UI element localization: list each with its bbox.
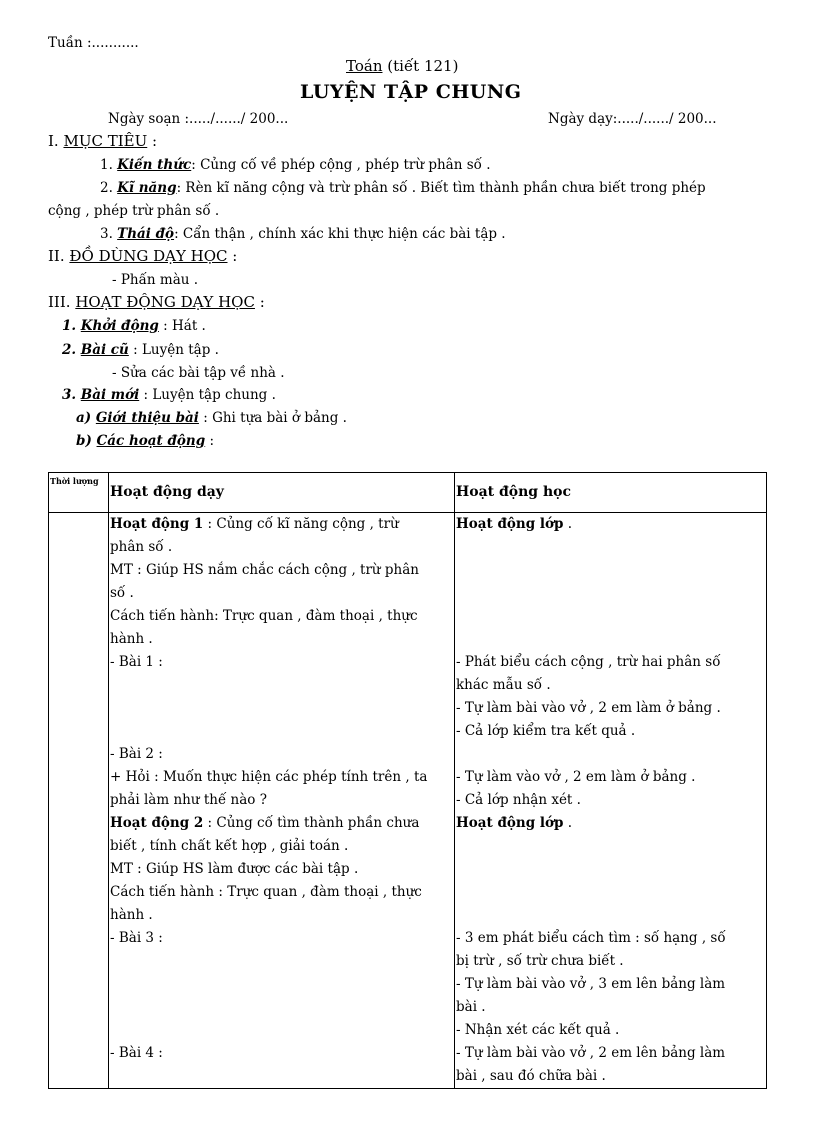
learn-cell — [455, 513, 767, 1089]
cell-line — [110, 904, 453, 927]
section2-title: ĐỒ DÙNG DẠY HỌC — [69, 247, 228, 265]
subject: Toán — [346, 57, 383, 75]
teach-date: Ngày dạy:...../....../ 200... — [548, 111, 717, 127]
cell-line-text: - Tự làm bài vào vở , 3 em lên bảng làm — [456, 976, 726, 992]
cell-line-text: - Bài 2 : — [110, 746, 163, 762]
cell-line — [456, 1042, 765, 1065]
header-teach: Hoạt động dạy — [109, 473, 455, 513]
cell-line — [456, 1065, 765, 1088]
section1-num: I. — [48, 132, 64, 150]
cell-line — [456, 904, 765, 927]
materials-item: - Phấn màu . — [112, 272, 199, 288]
item-label: Kiến thức — [117, 157, 192, 173]
step-warmup — [62, 317, 206, 335]
section1-title: MỤC TIÊU — [63, 132, 148, 150]
cell-line-text: + Hỏi : Muốn thực hiện các phép tính trên , ta — [110, 769, 428, 785]
cell-line — [456, 766, 765, 789]
section3-num: III. — [48, 293, 76, 311]
cell-line — [456, 628, 765, 651]
cell-line — [456, 973, 765, 996]
section2-tail: : — [227, 247, 238, 265]
cell-line — [456, 1019, 765, 1042]
item-text: : Cẩn thận , chính xác khi thực hiện các bài tập . — [174, 226, 506, 242]
prep-date: Ngày soạn :...../....../ 200... — [108, 111, 289, 127]
teach-cell — [109, 513, 455, 1089]
cell-line — [110, 835, 453, 858]
cell-line — [456, 789, 765, 812]
activity-table — [48, 472, 767, 1089]
cell-line-bold: Hoạt động 2 — [110, 815, 204, 831]
item-text: : Rèn kĩ năng cộng và trừ phân số . Biết tìm thành phần chưa biết trong phép — [176, 180, 706, 196]
cell-line — [456, 927, 765, 950]
item-text: : — [205, 433, 214, 449]
cell-line-text: . — [563, 815, 573, 831]
cell-line — [110, 674, 453, 697]
cell-line — [456, 996, 765, 1019]
cell-line — [110, 950, 453, 973]
cell-line-text: Cách tiến hành: Trực quan , đàm thoại , thực — [110, 608, 418, 624]
cell-line-text: bài . — [456, 999, 486, 1015]
cell-line — [456, 881, 765, 904]
item-text: : Ghi tựa bài ở bảng . — [198, 410, 347, 426]
cell-line — [456, 559, 765, 582]
cell-line — [456, 513, 765, 536]
cell-line — [456, 536, 765, 559]
cell-line — [110, 513, 453, 536]
cell-line — [110, 996, 453, 1019]
cell-line — [110, 1019, 453, 1042]
cell-line — [110, 720, 453, 743]
cell-line — [110, 651, 453, 674]
item-num: 3. — [62, 387, 81, 403]
cell-line-text: : Củng cố kĩ năng cộng , trừ — [203, 516, 399, 532]
section3-title: HOẠT ĐỘNG DẠY HỌC — [75, 293, 255, 311]
cell-line-text: - Phát biểu cách cộng , trừ hai phân số — [456, 654, 721, 670]
item-num: a) — [76, 410, 96, 426]
step-activities — [76, 432, 214, 450]
cell-line-text: - Bài 4 : — [110, 1045, 163, 1061]
item-text: : Củng cố về phép cộng , phép trừ phân số . — [191, 157, 491, 173]
cell-line — [456, 743, 765, 766]
item-text: : Luyện tập . — [128, 342, 219, 358]
cell-line — [110, 582, 453, 605]
item-text: - Sửa các bài tập về nhà . — [112, 365, 285, 381]
cell-line-bold: Hoạt động lớp — [456, 815, 564, 831]
cell-line — [110, 536, 453, 559]
item-label: Bài cũ — [80, 342, 129, 358]
cell-line-text: - Bài 3 : — [110, 930, 163, 946]
cell-line-text: - 3 em phát biểu cách tìm : số hạng , số — [456, 930, 726, 946]
cell-line — [110, 628, 453, 651]
cell-line — [110, 605, 453, 628]
cell-line-text: Cách tiến hành : Trực quan , đàm thoại , thực — [110, 884, 422, 900]
cell-line-bold: Hoạt động 1 — [110, 516, 204, 532]
section1-heading — [48, 132, 157, 150]
cell-line — [110, 858, 453, 881]
section2-heading — [48, 247, 237, 265]
cell-line-text: phân số . — [110, 539, 173, 555]
cell-line — [110, 812, 453, 835]
section3-tail: : — [254, 293, 265, 311]
section1-tail: : — [147, 132, 158, 150]
cell-line-text: - Cả lớp nhận xét . — [456, 792, 581, 808]
cell-line-text: - Tự làm vào vở , 2 em làm ở bảng . — [456, 769, 696, 785]
cell-line — [110, 743, 453, 766]
item-num: 1. — [62, 318, 81, 334]
cell-line-bold: Hoạt động lớp — [456, 516, 564, 532]
table-row — [49, 513, 767, 1089]
cell-line — [110, 1042, 453, 1065]
objective-skill-cont — [48, 202, 219, 220]
lesson-number: (tiết 121) — [387, 57, 459, 75]
cell-line-text: : Củng cố tìm thành phần chưa — [203, 815, 420, 831]
item-text: : Luyện tập chung . — [139, 387, 276, 403]
time-cell — [49, 513, 109, 1089]
cell-line-text: - Nhận xét các kết quả . — [456, 1022, 620, 1038]
cell-line — [110, 789, 453, 812]
cell-line-text: - Tự làm bài vào vở , 2 em lên bảng làm — [456, 1045, 726, 1061]
cell-line — [456, 720, 765, 743]
cell-line — [456, 858, 765, 881]
cell-line-text: bài , sau đó chữa bài . — [456, 1068, 606, 1084]
cell-line — [456, 950, 765, 973]
step-intro — [76, 409, 347, 427]
objective-knowledge — [100, 156, 490, 174]
item-label: Bài mới — [80, 387, 140, 403]
cell-line — [110, 973, 453, 996]
cell-line — [110, 881, 453, 904]
lesson-subject — [346, 57, 458, 75]
cell-line-text: - Cả lớp kiểm tra kết quả . — [456, 723, 636, 739]
item-label: Giới thiệu bài — [95, 410, 199, 426]
page-title: LUYỆN TẬP CHUNG — [300, 81, 522, 103]
cell-line — [110, 1065, 453, 1088]
step-review-detail — [112, 364, 285, 382]
item-num: 2. — [62, 342, 81, 358]
item-num: 3. — [100, 226, 118, 242]
item-label: Thái độ — [117, 226, 175, 242]
week-label: Tuần :........... — [48, 35, 139, 51]
cell-line-text: MT : Giúp HS nắm chắc cách cộng , trừ phân — [110, 562, 419, 578]
step-new-lesson — [62, 386, 276, 404]
cell-line — [110, 766, 453, 789]
cell-line-text: biết , tính chất kết hợp , giải toán . — [110, 838, 349, 854]
cell-line — [456, 605, 765, 628]
cell-line — [456, 812, 765, 835]
cell-line-text: số . — [110, 585, 134, 601]
cell-line — [456, 835, 765, 858]
cell-line — [110, 559, 453, 582]
header-time: Thời lượng — [49, 473, 109, 513]
table-header-row — [49, 473, 767, 513]
item-num: 2. — [100, 180, 118, 196]
cell-line — [456, 651, 765, 674]
step-review — [62, 341, 219, 359]
objective-attitude — [100, 225, 506, 243]
cell-line-text: bị trừ , số trừ chưa biết . — [456, 953, 624, 969]
cell-line-text: phải làm như thế nào ? — [110, 792, 267, 808]
section2-num: II. — [48, 247, 70, 265]
item-num: 1. — [100, 157, 118, 173]
cell-line — [110, 927, 453, 950]
item-text: cộng , phép trừ phân số . — [48, 203, 220, 219]
cell-line-text: - Bài 1 : — [110, 654, 163, 670]
header-learn: Hoạt động học — [455, 473, 767, 513]
cell-line — [456, 582, 765, 605]
section3-heading — [48, 293, 265, 311]
item-label: Kĩ năng — [117, 180, 177, 196]
item-label: Các hoạt động — [96, 433, 206, 449]
item-num: b) — [76, 433, 97, 449]
cell-line-text: . — [563, 516, 573, 532]
cell-line-text: hành . — [110, 631, 153, 647]
cell-line-text: MT : Giúp HS làm được các bài tập . — [110, 861, 359, 877]
cell-line — [110, 697, 453, 720]
item-label: Khởi động — [80, 318, 159, 334]
cell-line — [456, 697, 765, 720]
item-text: : Hát . — [158, 318, 206, 334]
cell-line-text: hành . — [110, 907, 153, 923]
cell-line — [456, 674, 765, 697]
cell-line-text: - Tự làm bài vào vở , 2 em làm ở bảng . — [456, 700, 721, 716]
objective-skill — [100, 179, 706, 197]
cell-line-text: khác mẫu số . — [456, 677, 551, 693]
